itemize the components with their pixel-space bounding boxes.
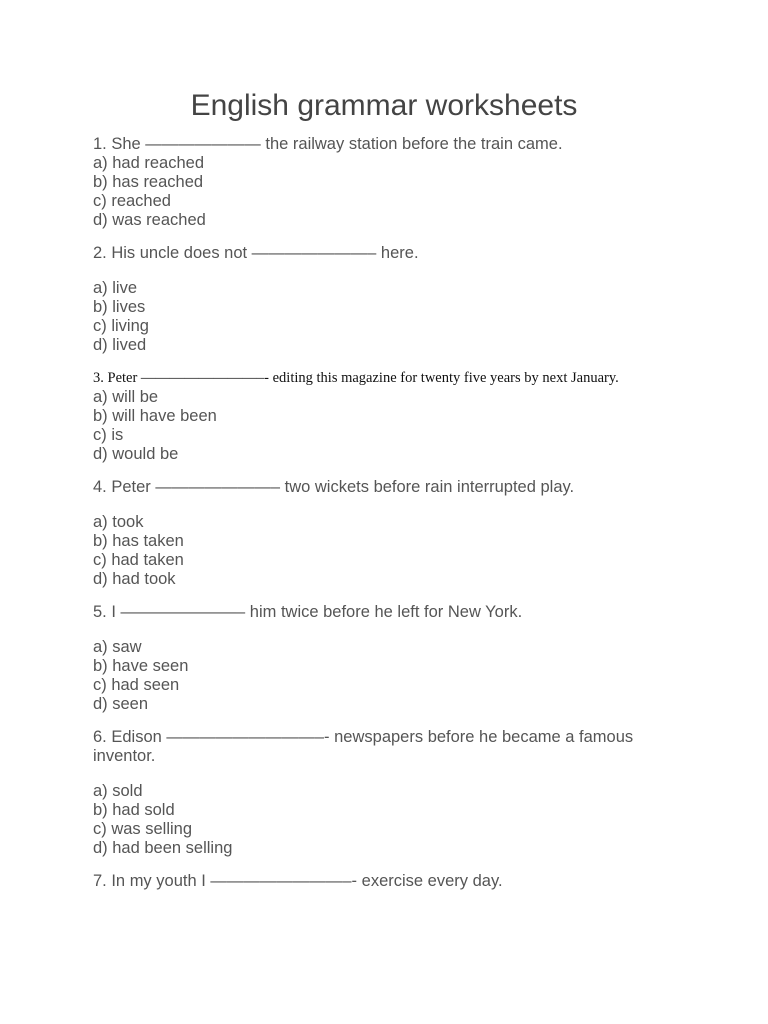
- question-7: [93, 872, 678, 891]
- answer-option: d) lived: [93, 336, 147, 354]
- answer-option: d) had been selling: [93, 839, 233, 857]
- answer-option: d) seen: [93, 695, 149, 713]
- question-prompt: 7. In my youth I ————————–- exercise every day.: [93, 872, 503, 890]
- page-title: English grammar worksheets: [190, 89, 578, 122]
- question-prompt: 4. Peter ———————– two wickets before rain interrupted play.: [93, 478, 575, 496]
- answer-option: b) had sold: [93, 801, 175, 819]
- question-prompt: 1. She ——————— the railway station before the train came.: [93, 135, 563, 153]
- question-prompt: 2. His uncle does not ———————– here.: [93, 244, 419, 262]
- question-5: [93, 603, 678, 714]
- answer-option: d) had took: [93, 570, 176, 588]
- question-3: [93, 369, 678, 464]
- answer-option: a) took: [93, 513, 144, 531]
- question-prompt: 5. I ———————– him twice before he left for New York.: [93, 603, 523, 621]
- answer-option: b) will have been: [93, 407, 217, 425]
- answer-option: a) saw: [93, 638, 142, 656]
- answer-option: a) will be: [93, 388, 159, 406]
- answer-option: d) would be: [93, 445, 179, 463]
- answer-option: b) has reached: [93, 173, 204, 191]
- answer-option: b) lives: [93, 298, 146, 316]
- answer-option: a) live: [93, 279, 138, 297]
- answer-option: c) is: [93, 426, 124, 444]
- answer-option: a) had reached: [93, 154, 204, 172]
- question-4: [93, 478, 678, 589]
- question-list: [93, 135, 678, 891]
- answer-option: c) was selling: [93, 820, 193, 838]
- answer-option: c) had taken: [93, 551, 184, 569]
- question-prompt: 6. Edison —————————–- newspapers before he became a famous inventor.: [93, 728, 634, 765]
- question-1: [93, 135, 678, 230]
- question-6: [93, 728, 678, 858]
- answer-option: b) has taken: [93, 532, 184, 550]
- answer-option: b) have seen: [93, 657, 189, 675]
- answer-option: c) reached: [93, 192, 171, 210]
- answer-option: d) was reached: [93, 211, 206, 229]
- answer-option: a) sold: [93, 782, 143, 800]
- question-prompt: 3. Peter ————————–- editing this magazine for twenty five years by next January.: [93, 370, 619, 386]
- answer-option: c) living: [93, 317, 149, 335]
- answer-option: c) had seen: [93, 676, 180, 694]
- question-2: [93, 244, 678, 355]
